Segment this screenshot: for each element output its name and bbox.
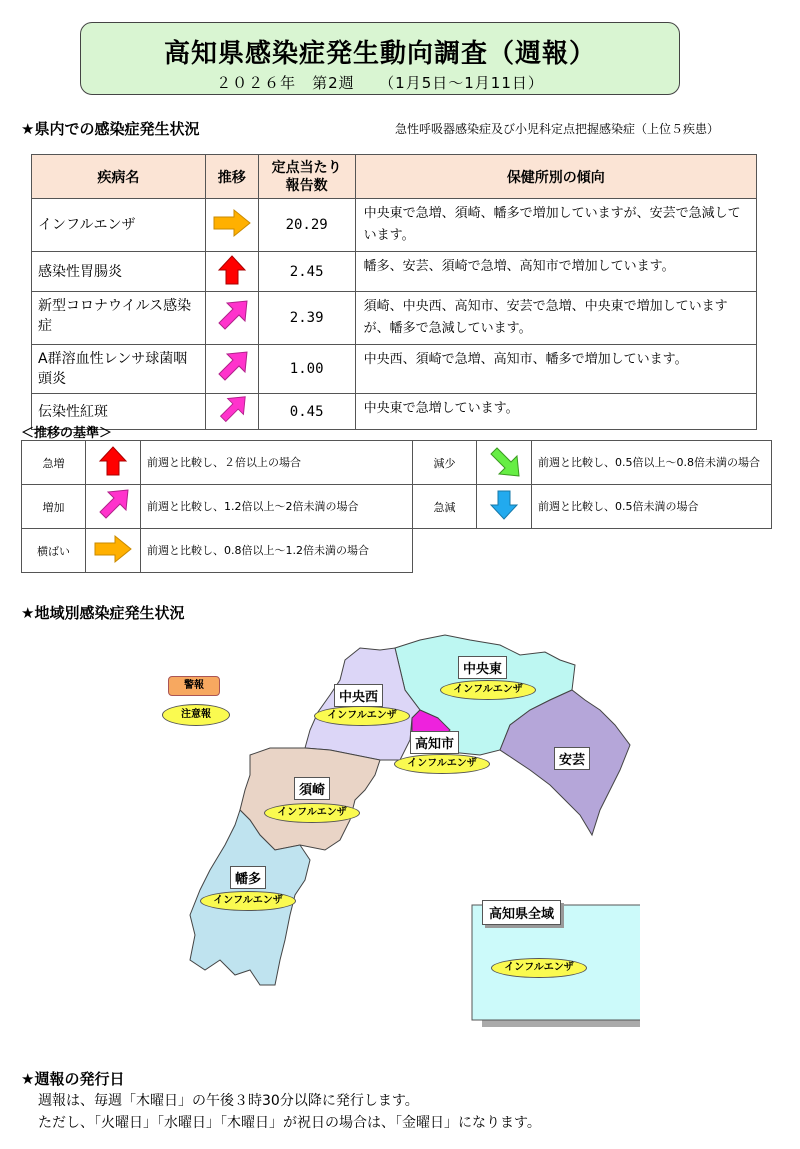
label-kochi-city: 高知市 [410, 731, 459, 754]
footer-line-1: 週報は、毎週「木曜日」の午後３時30分以降に発行します。 [38, 1093, 419, 1109]
arrow-down-icon [477, 485, 532, 529]
disease-value: 0.45 [258, 394, 355, 430]
table-row [32, 292, 757, 345]
col-header-disease: 疾病名 [32, 155, 206, 199]
disease-trend: 中央東で急増、須崎、幡多で増加していますが、安芸で急減しています。 [355, 199, 756, 252]
disease-value: 2.45 [258, 252, 355, 292]
legend-caution: 注意報 [162, 704, 230, 726]
table-row [32, 199, 757, 252]
disease-table [31, 154, 757, 430]
label-susaki: 須崎 [294, 777, 330, 800]
criteria-label: 増加 [22, 485, 86, 529]
col-header-value-text: 定点当たり報告数 [271, 159, 342, 194]
footer-heading: ★週報の発行日 [21, 1070, 125, 1088]
disease-trend: 中央東で急増しています。 [355, 394, 756, 430]
disease-value: 1.00 [258, 345, 355, 394]
table-row [32, 252, 757, 292]
disease-name: 感染性胃腸炎 [32, 252, 206, 292]
criteria-label: 横ばい [22, 529, 86, 573]
label-chuo-higashi: 中央東 [458, 656, 507, 679]
disease-value: 2.39 [258, 292, 355, 345]
criteria-empty [413, 529, 772, 573]
tag-hata: インフルエンザ [200, 891, 296, 911]
col-header-trend: 推移 [205, 155, 258, 199]
disease-name: 新型コロナウイルス感染症 [32, 292, 206, 345]
tag-prefecture: インフルエンザ [491, 958, 587, 978]
disease-name: A群溶血性レンサ球菌咽頭炎 [32, 345, 206, 394]
footer-line-2: ただし、「火曜日」「水曜日」「木曜日」が祝日の場合は、「金曜日」になります。 [38, 1115, 541, 1131]
disease-trend: 幡多、安芸、須崎で急増、高知市で増加しています。 [355, 252, 756, 292]
arrow-up-right-icon [205, 292, 258, 345]
disease-name: インフルエンザ [32, 199, 206, 252]
criteria-desc: 前週と比較し、0.5倍以上～0.8倍未満の場合 [532, 441, 772, 485]
tag-chuo-nishi: インフルエンザ [314, 706, 410, 726]
criteria-desc: 前週と比較し、1.2倍以上～2倍未満の場合 [141, 485, 413, 529]
table-row [32, 345, 757, 394]
label-chuo-nishi: 中央西 [334, 684, 383, 707]
label-prefecture: 高知県全域 [482, 900, 561, 925]
table-row [32, 394, 757, 430]
criteria-heading: ＜推移の基準＞ [21, 426, 113, 441]
legend-warning: 警報 [168, 676, 220, 696]
label-aki: 安芸 [554, 747, 590, 770]
criteria-label: 減少 [413, 441, 477, 485]
arrow-right-icon [205, 199, 258, 252]
criteria-label: 急増 [22, 441, 86, 485]
page-title: 高知県感染症発生動向調査（週報） [163, 39, 596, 69]
col-header-tendency: 保健所別の傾向 [355, 155, 756, 199]
disease-name: 伝染性紅斑 [32, 394, 206, 430]
arrow-up-right-icon [205, 345, 258, 394]
table-header-row [32, 155, 757, 199]
disease-trend: 須崎、中央西、高知市、安芸で急増、中央東で増加していますが、幡多で急減しています。 [355, 292, 756, 345]
criteria-desc: 前週と比較し、２倍以上の場合 [141, 441, 413, 485]
arrow-up-icon [205, 252, 258, 292]
criteria-desc: 前週と比較し、0.8倍以上～1.2倍未満の場合 [141, 529, 413, 573]
title-box [80, 22, 680, 95]
tag-kochi-city: インフルエンザ [394, 754, 490, 774]
criteria-row [22, 441, 772, 485]
criteria-label: 急減 [413, 485, 477, 529]
page-subtitle: ２０２６年 第2週 （1月5日～1月11日） [216, 74, 544, 92]
disease-trend: 中央西、須崎で急増、高知市、幡多で増加しています。 [355, 345, 756, 394]
criteria-row [22, 485, 772, 529]
tag-chuo-higashi: インフルエンザ [440, 680, 536, 700]
arrow-right-icon [86, 529, 141, 573]
arrow-down-right-icon [477, 441, 532, 485]
section-heading-region: ★地域別感染症発生状況 [21, 604, 185, 622]
criteria-table [21, 440, 772, 573]
label-hata: 幡多 [230, 866, 266, 889]
arrow-up-right-icon [205, 394, 258, 430]
disease-value: 20.29 [258, 199, 355, 252]
arrow-up-icon [86, 441, 141, 485]
criteria-desc: 前週と比較し、0.5倍未満の場合 [532, 485, 772, 529]
section-heading-status: ★県内での感染症発生状況 [21, 120, 200, 138]
section-note: 急性呼吸器感染症及び小児科定点把握感染症（上位５疾患） [395, 122, 720, 136]
tag-susaki: インフルエンザ [264, 803, 360, 823]
col-header-value [258, 155, 355, 199]
criteria-row [22, 529, 772, 573]
arrow-up-right-icon [86, 485, 141, 529]
